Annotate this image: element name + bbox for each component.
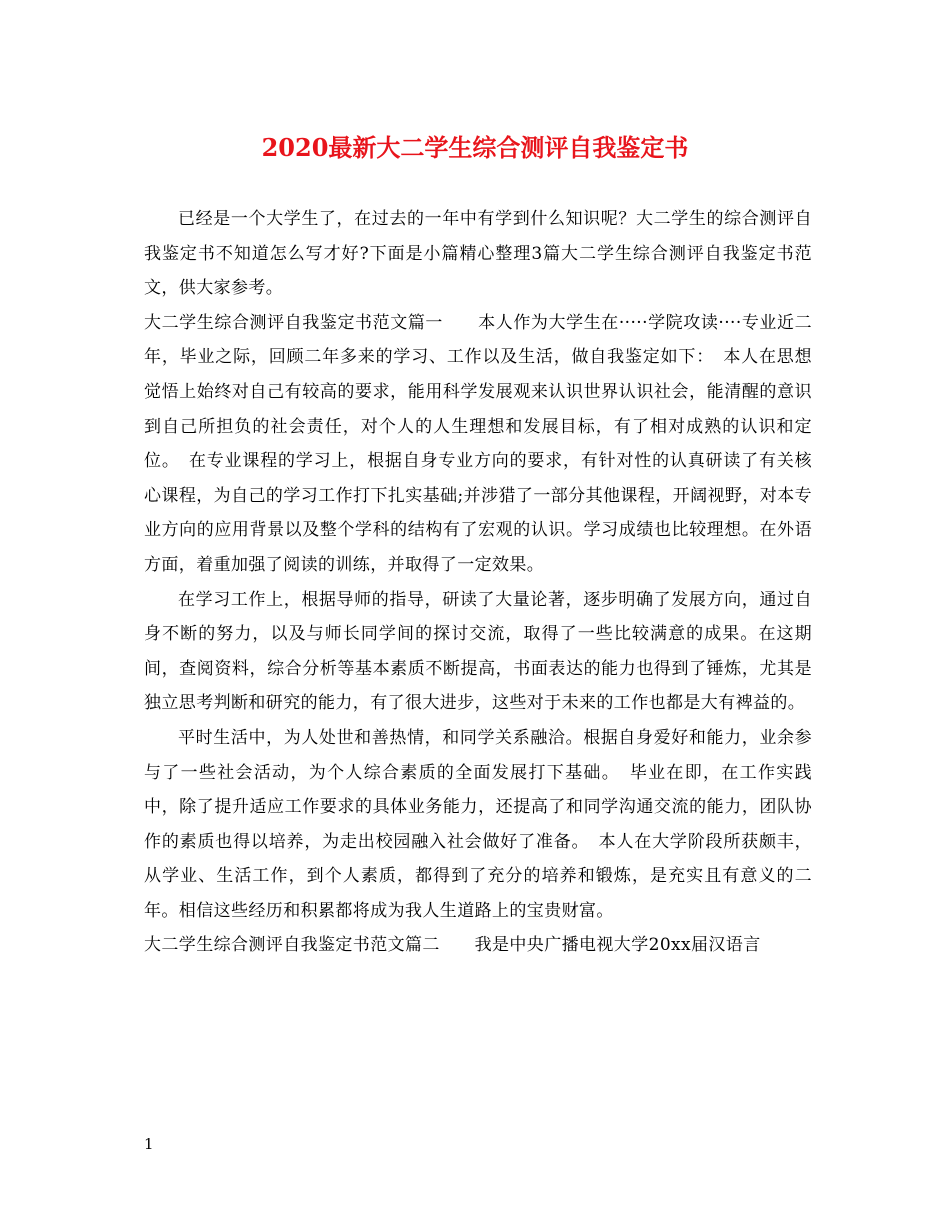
page-title: 2020最新大二学生综合测评自我鉴定书 (261, 133, 689, 162)
document-body (144, 202, 812, 963)
paragraph-intro: 已经是一个大学生了，在过去的一年中有学到什么知识呢？大二学生的综合测评自我鉴定书不知道怎么写才好?下面是小篇精心整理3篇大二学生综合测评自我鉴定书范文，供大家参考。 (144, 209, 812, 299)
paragraph-study-work: 在学习工作上，根据导师的指导，研读了大量论著，逐步明确了发展方向，通过自身不断的努力，以及与师长同学间的探讨交流，取得了一些比较满意的成果。在这期间，查阅资料，综合分析等基本素质不断提高，书面表达的能力也得到了锤炼，尤其是独立思考判断和研究的能力，有了很大进步，这些对于未来的工作也都是大有裨益的。 (144, 589, 812, 714)
paragraph-sample-one: 大二学生综合测评自我鉴定书范文篇一 本人作为大学生在·····学院攻读····专业近二年，毕业之际，回顾二年多来的学习、工作以及生活，做自我鉴定如下： 本人在思想觉悟上始终对自己有较高的要求，能用科学发展观来认识世界认识社会，能清醒的意识到自己所担负的社会责任，对个人的人生理想和发展目标，有了相对成熟的认识和定位。 在专业课程的学习上，根据自身专业方向的要求，有针对性的认真研读了有关核心课程，为自己的学习工作打下扎实基础;并涉猎了一部分其他课程，开阔视野，对本专业方向的应用背景以及整个学科的结构有了宏观的认识。学习成绩也比较理想。在外语方面，着重加强了阅读的训练，并取得了一定效果。 (144, 312, 812, 575)
paragraph-sample-two: 大二学生综合测评自我鉴定书范文篇二 我是中央广播电视大学20xx届汉语言 (144, 935, 761, 956)
paragraph-daily-life: 平时生活中，为人处世和善热情，和同学关系融洽。根据自身爱好和能力，业余参与了一些社会活动，为个人综合素质的全面发展打下基础。 毕业在即，在工作实践中，除了提升适应工作要求的具体业务能力，还提高了和同学沟通交流的能力，团队协作的素质也得以培养，为走出校园融入社会做好了准备。 本人在大学阶段所获颇丰，从学业、生活工作，到个人素质，都得到了充分的培养和锻炼，是充实且有意义的二年。相信这些经历和积累都将成为我人生道路上的宝贵财富。 (144, 727, 812, 921)
page-number: 1 (144, 1135, 154, 1153)
